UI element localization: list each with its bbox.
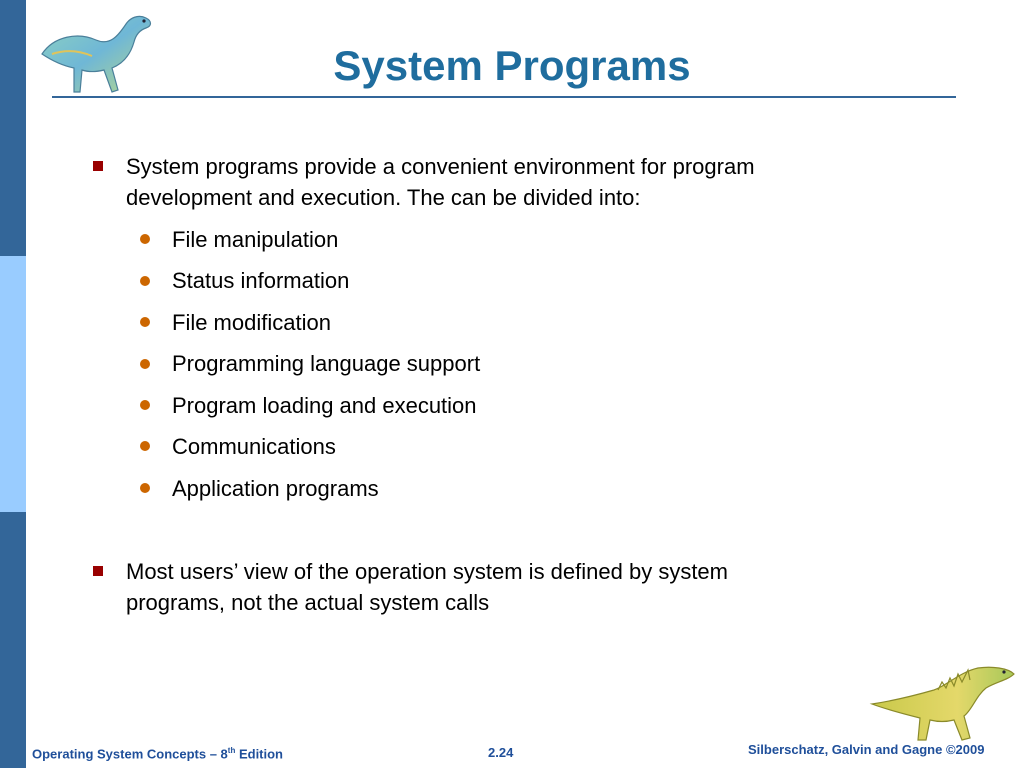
round-bullet-icon — [140, 234, 150, 244]
footer-page-number: 2.24 — [488, 745, 514, 760]
footer-book-title-prefix: Operating System Concepts – 8 — [32, 746, 228, 762]
bullet-1-line-2: development and execution. The can be divided into: — [126, 185, 641, 210]
subitem: Application programs — [172, 476, 379, 501]
subitem: Program loading and execution — [172, 393, 477, 418]
subitem: Programming language support — [172, 351, 481, 376]
round-bullet-icon — [140, 400, 150, 410]
footer-book-title-suffix: Edition — [235, 746, 284, 762]
footer-edition-superscript: th — [227, 746, 236, 755]
dinosaur-icon — [868, 660, 1018, 746]
round-bullet-icon — [140, 317, 150, 327]
footer-authors: Silberschatz, Galvin and Gagne ©2009 — [748, 742, 985, 757]
round-bullet-icon — [140, 441, 150, 451]
round-bullet-icon — [140, 276, 150, 286]
bullet-2-line-1: Most users’ view of the operation system is defined by system — [126, 559, 728, 584]
square-bullet-icon — [93, 161, 103, 171]
bullet-1-line-1: System programs provide a convenient environment for program — [126, 154, 755, 179]
round-bullet-icon — [140, 359, 150, 369]
subitem: Communications — [172, 434, 336, 459]
subitem: File modification — [172, 310, 331, 335]
footer-book-title — [32, 746, 283, 761]
round-bullet-icon — [140, 483, 150, 493]
slide-title: System Programs — [333, 42, 691, 89]
square-bullet-icon — [93, 566, 103, 576]
subitem: Status information — [172, 268, 350, 293]
bullet-2-line-2: programs, not the actual system calls — [126, 590, 490, 615]
subitem: File manipulation — [172, 227, 339, 252]
